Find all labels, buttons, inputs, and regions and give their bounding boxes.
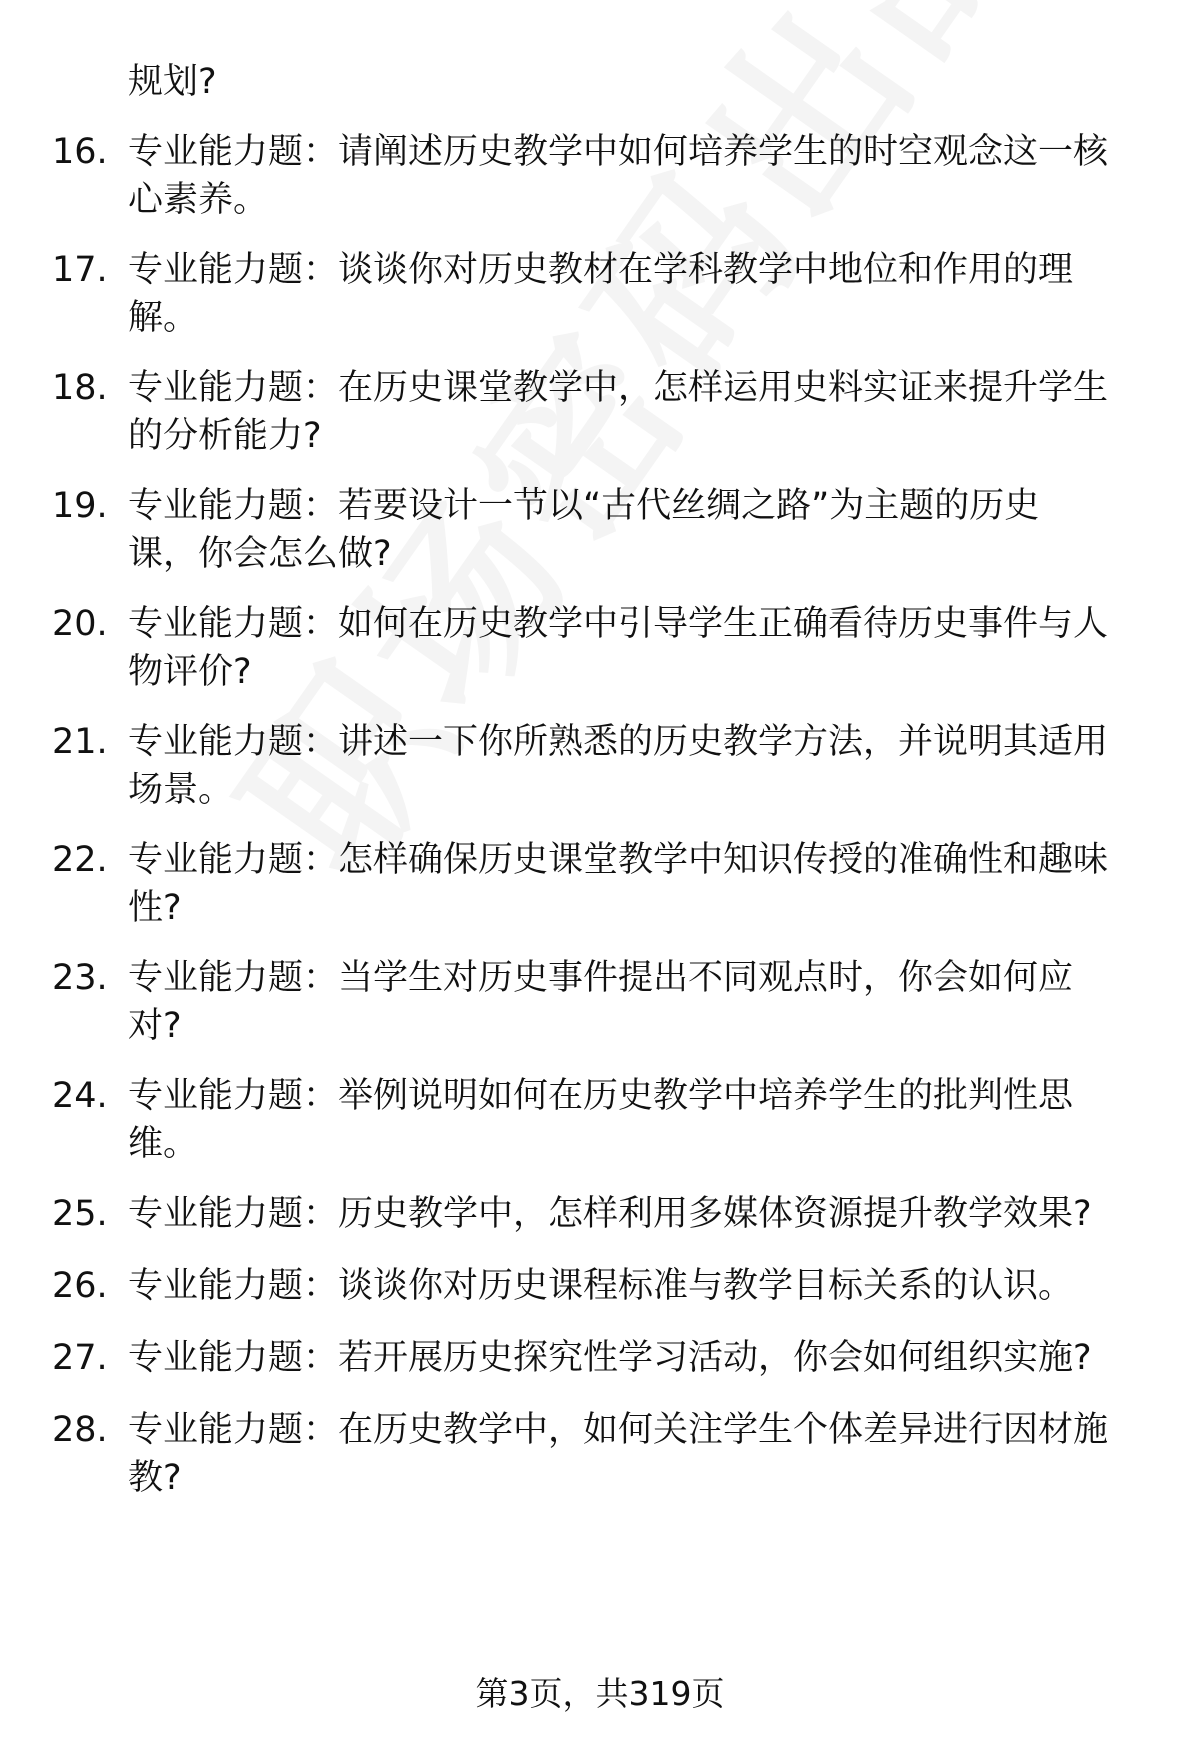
continuation-line: 规划? <box>128 62 217 102</box>
item-text-line: 专业能力题：讲述一下你所熟悉的历史教学方法，并说明其适用 <box>128 722 1109 762</box>
item-text-line: 专业能力题：在历史课堂教学中，怎样运用史料实证来提升学生 <box>128 368 1109 408</box>
item-text-line: 专业能力题：历史教学中，怎样利用多媒体资源提升教学效果? <box>128 1194 1092 1234</box>
item-number: 19. <box>52 486 108 526</box>
item-text-line: 性? <box>128 888 182 928</box>
item-number: 16. <box>52 132 108 172</box>
item-number: 23. <box>52 958 108 998</box>
page-footer: 第3页，共319页 <box>475 1674 725 1713</box>
item-text-line: 专业能力题：请阐述历史教学中如何培养学生的时空观念这一核 <box>128 132 1109 172</box>
item-text <box>128 364 1148 460</box>
item-number: 25. <box>52 1194 108 1234</box>
item-text <box>128 718 1148 814</box>
item-text <box>128 128 1148 224</box>
item-text <box>128 836 1148 932</box>
item-number: 26. <box>52 1266 108 1306</box>
item-text-line: 心素养。 <box>128 180 269 220</box>
item-number: 21. <box>52 722 108 762</box>
item-number: 27. <box>52 1338 108 1378</box>
item-text-line: 专业能力题：若开展历史探究性学习活动，你会如何组织实施? <box>128 1338 1092 1378</box>
item-text-line: 解。 <box>128 298 199 338</box>
item-text <box>128 954 1148 1050</box>
item-text <box>128 1190 1148 1238</box>
item-text-line: 专业能力题：举例说明如何在历史教学中培养学生的批判性思 <box>128 1076 1074 1116</box>
item-text <box>128 1072 1148 1168</box>
item-text <box>128 1334 1148 1382</box>
item-number: 17. <box>52 250 108 290</box>
item-text-line: 专业能力题：在历史教学中，如何关注学生个体差异进行因材施 <box>128 1410 1109 1450</box>
item-text <box>128 1406 1148 1502</box>
item-text-line: 维。 <box>128 1124 199 1164</box>
item-text-line: 专业能力题：谈谈你对历史课程标准与教学目标关系的认识。 <box>128 1266 1074 1306</box>
item-text-line: 物评价? <box>128 652 252 692</box>
item-text-line: 专业能力题：当学生对历史事件提出不同观点时，你会如何应 <box>128 958 1074 998</box>
item-text-line: 专业能力题：怎样确保历史课堂教学中知识传授的准确性和趣味 <box>128 840 1109 880</box>
item-text-line: 专业能力题：若要设计一节以“古代丝绸之路”为主题的历史 <box>128 486 1040 526</box>
item-text-line: 专业能力题：谈谈你对历史教材在学科教学中地位和作用的理 <box>128 250 1074 290</box>
item-text-line: 场景。 <box>128 770 234 810</box>
item-text <box>128 1262 1148 1310</box>
item-number: 24. <box>52 1076 108 1116</box>
item-number: 22. <box>52 840 108 880</box>
item-number: 20. <box>52 604 108 644</box>
item-text-line: 课，你会怎么做? <box>128 534 392 574</box>
item-text-line: 教? <box>128 1458 182 1498</box>
item-text <box>128 600 1148 696</box>
item-text <box>128 246 1148 342</box>
item-number: 28. <box>52 1410 108 1450</box>
item-number: 18. <box>52 368 108 408</box>
item-text-line: 的分析能力? <box>128 416 322 456</box>
item-text-line: 专业能力题：如何在历史教学中引导学生正确看待历史事件与人 <box>128 604 1109 644</box>
item-text <box>128 482 1148 578</box>
item-text-line: 对? <box>128 1006 182 1046</box>
